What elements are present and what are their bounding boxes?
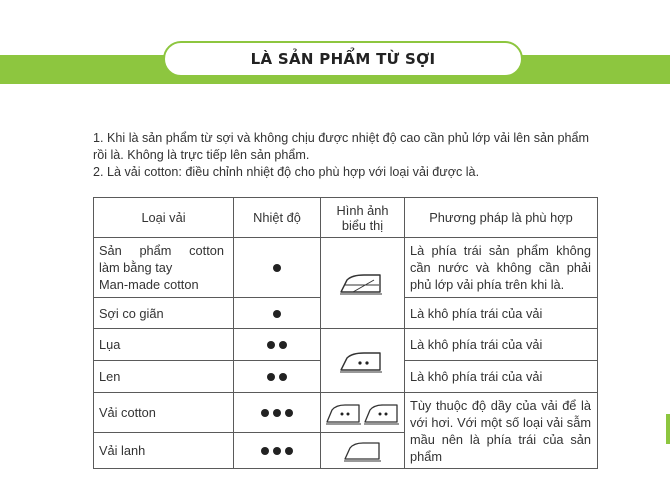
fabric-line: Sản phẩm cotton bbox=[99, 243, 224, 258]
method-cell: Tùy thuộc độ dầy của vải để là với hơi. Với một số loại vải sẫm mầu nên là phía trái của sản phẩm bbox=[405, 393, 598, 469]
section-title-pill bbox=[163, 41, 523, 77]
method-cell: Là khô phía trái của vải bbox=[405, 298, 598, 329]
fabric-cell: Lụa bbox=[94, 329, 234, 361]
temperature-dot bbox=[273, 409, 281, 417]
ironing-table bbox=[93, 197, 598, 469]
temperature-cell bbox=[234, 433, 321, 469]
fabric-line: làm bằng tay bbox=[99, 260, 173, 275]
intro-line: rồi là. Không là trực tiếp lên sản phẩm. bbox=[93, 148, 310, 162]
temperature-dot bbox=[273, 447, 281, 455]
fabric-cell: Vải lanh bbox=[94, 433, 234, 469]
temperature-dot bbox=[273, 264, 281, 272]
fabric-cell bbox=[94, 238, 234, 298]
temperature-cell bbox=[234, 393, 321, 433]
iron-two-dots-icon bbox=[338, 348, 388, 374]
iron-steam-crossed-icon bbox=[338, 270, 388, 296]
temperature-cell bbox=[234, 329, 321, 361]
fabric-cell: Len bbox=[94, 361, 234, 393]
temperature-dot bbox=[279, 373, 287, 381]
temperature-dot bbox=[273, 310, 281, 318]
temperature-dot bbox=[285, 447, 293, 455]
iron-plain-icon bbox=[343, 439, 383, 463]
method-cell: Là phía trái sản phẩm không cần nước và không cần phải phủ lớp vải phía trên khi là. bbox=[405, 238, 598, 298]
iron-steam-two-dots-icon bbox=[363, 400, 401, 426]
page-title: LÀ SẢN PHẨM TỪ SỢI bbox=[250, 50, 436, 68]
intro-text bbox=[93, 130, 613, 181]
symbol-cell bbox=[321, 329, 405, 393]
temperature-dot bbox=[261, 447, 269, 455]
fabric-cell: Vải cotton bbox=[94, 393, 234, 433]
header-temperature: Nhiệt độ bbox=[234, 198, 321, 238]
header-fabric: Loại vải bbox=[94, 198, 234, 238]
temperature-dot bbox=[267, 373, 275, 381]
symbol-cell bbox=[321, 433, 405, 469]
temperature-dot bbox=[267, 341, 275, 349]
temperature-cell bbox=[234, 298, 321, 329]
table-header-row bbox=[94, 198, 598, 238]
header-method: Phương pháp là phù hợp bbox=[405, 198, 598, 238]
header-symbol-line: Hình ảnh bbox=[336, 202, 389, 218]
temperature-dot bbox=[285, 409, 293, 417]
table-row bbox=[94, 393, 598, 433]
intro-line: 2. Là vải cotton: điều chỉnh nhiệt độ cho phù hợp với loại vải được là. bbox=[93, 165, 480, 179]
table-row bbox=[94, 238, 598, 298]
fabric-cell: Sợi co giãn bbox=[94, 298, 234, 329]
table-row bbox=[94, 329, 598, 361]
temperature-cell bbox=[234, 361, 321, 393]
fabric-line: Man-made cotton bbox=[99, 277, 199, 292]
method-cell: Là khô phía trái của vải bbox=[405, 329, 598, 361]
temperature-cell bbox=[234, 238, 321, 298]
symbol-cell bbox=[321, 238, 405, 329]
page-edge-tab bbox=[666, 414, 670, 444]
header-symbol-line: biểu thị bbox=[341, 217, 384, 233]
header-symbol bbox=[321, 198, 405, 238]
temperature-dot bbox=[261, 409, 269, 417]
iron-steam-two-dots-icon bbox=[325, 400, 363, 426]
temperature-dot bbox=[279, 341, 287, 349]
symbol-cell bbox=[321, 393, 405, 433]
method-cell: Là khô phía trái của vải bbox=[405, 361, 598, 393]
intro-line: 1. Khi là sản phẩm từ sợi và không chịu được nhiệt độ cao cần phủ lớp vải lên sản phẩm bbox=[93, 131, 589, 145]
